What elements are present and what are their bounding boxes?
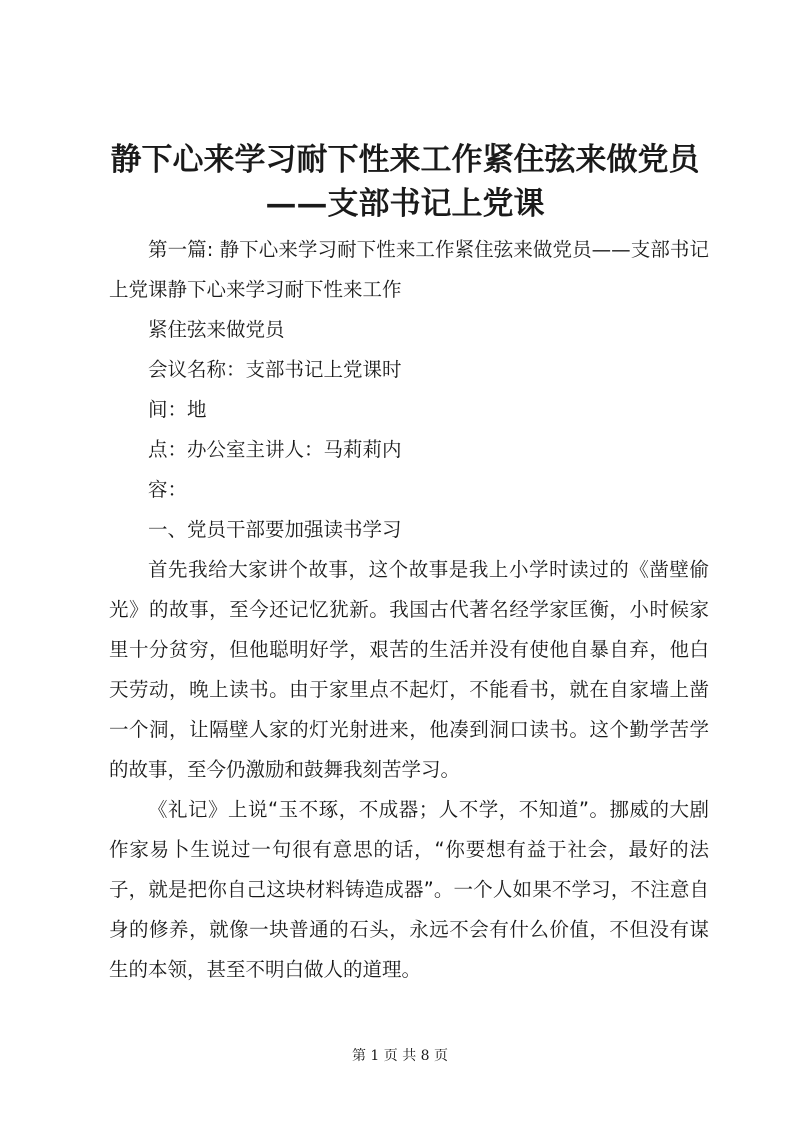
- document-body: [109, 230, 709, 990]
- paragraph-liji: 《礼记》上说“玉不琢，不成器；人不学，不知道”。挪威的大剧作家易卜生说过一句很有意思的话，“你要想有益于社会，最好的法子，就是把你自己这块材料铸造成器”。一个人如果不学习，不注意自身的修养，就像一块普通的石头，永远不会有什么价值，不但没有谋生的本领，甚至不明白做人的道理。: [109, 798, 709, 981]
- paragraph-subtitle: 紧住弦来做党员: [148, 318, 285, 341]
- section-heading: 一、党员干部要加强读书学习: [148, 518, 402, 541]
- paragraph-content-label: 容：: [148, 478, 188, 501]
- document-title: 静下心来学习耐下性来工作紧住弦来做党员——支部书记上党课: [110, 142, 700, 222]
- paragraph-intro: 第一篇: 静下心来学习耐下性来工作紧住弦来做党员——支部书记上党课静下心来学习耐下性来工作: [109, 238, 709, 301]
- paragraph-story: 首先我给大家讲个故事，这个故事是我上小学时读过的《凿壁偷光》的故事，至今还记忆犹新。我国古代著名经学家匡衡，小时候家里十分贫穷，但他聪明好学，艰苦的生活并没有使他自暴自弃，他白天劳动，晚上读书。由于家里点不起灯，不能看书，就在自家墙上凿一个洞，让隔壁人家的灯光射进来，他凑到洞口读书。这个勤学苦学的故事，至今仍激励和鼓舞我刻苦学习。: [109, 558, 709, 781]
- paragraph-meeting-name: 会议名称：支部书记上党课时: [148, 358, 402, 381]
- paragraph-time-place: 间：地: [148, 398, 207, 421]
- page-footer: 第 1 页 共 8 页: [351, 1048, 449, 1064]
- paragraph-place-speaker: 点：办公室主讲人：马莉莉内: [148, 438, 402, 461]
